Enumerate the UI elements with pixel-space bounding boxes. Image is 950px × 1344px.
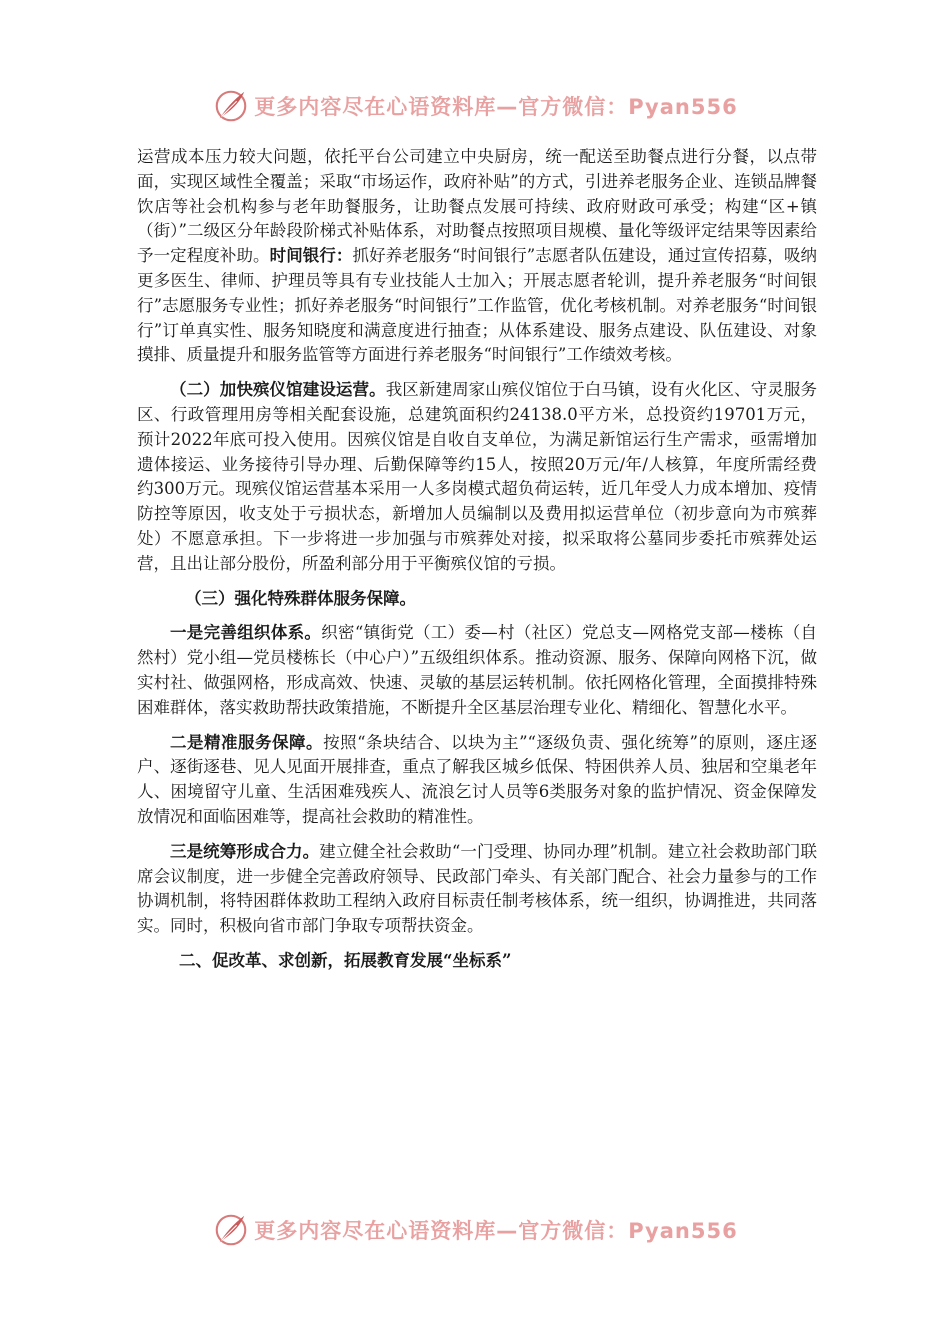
paragraph-organization-system [137, 621, 817, 720]
inline-heading-time-bank: 时间银行： [269, 246, 353, 266]
paragraph-text: 我区新建周家山殡仪馆位于白马镇，设有火化区、守灵服务区、行政管理用房等相关配套设施，总建筑面积约24138.0平方米，总投资约19701万元，预计2022年底可投入使用。因殡仪馆是自收自支单位，为满足新馆运行生产需求，亟需增加遗体接运、业务接待引导办理、后勤保障等约15人，按照20万元/年/人核算，年度所需经费约300万元。现殡仪馆运营基本采用一人多岗模式超负荷运转，近几年受人力成本增加、疫情防控等原因，收支处于亏损状态，新增加人员编制以及费用拟运营单位（初步意向为市殡葬处）不愿意承担。下一步将进一步加强与市殡葬处对接，拟采取将公墓同步委托市殡葬处运营，且出让部分股份，所盈利部分用于平衡殡仪馆的亏损。 [137, 380, 818, 573]
paragraph-funeral-home [137, 378, 817, 576]
quill-pen-circle-icon [212, 87, 250, 125]
paragraph-joint-force [137, 840, 817, 939]
point-heading-two: 二是精准服务保障。 [170, 732, 324, 752]
document-body [137, 145, 817, 974]
point-heading-three: 三是统筹形成合力。 [170, 841, 320, 861]
paragraph-text: 织密“镇街党（工）委—村（社区）党总支—网格党支部—楼栋（自然村）党小组—党员楼栋长（中心户）”五级组织体系。推动资源、服务、保障向网格下沉，做实村社、做强网格，形成高效、快速、灵敏的基层运转机制。依托网格化管理，全面摸排特殊困难群体，落实救助帮扶政策措施，不断提升全区基层治理专业化、精细化、智慧化水平。 [137, 623, 818, 717]
paragraph-text: 运营成本压力较大问题，依托平台公司建立中央厨房，统一配送至助餐点进行分餐，以点带面，实现区域性全覆盖；采取“市场运作，政府补贴”的方式，引进养老服务企业、连锁品牌餐饮店等社会机构参与老年助餐服务，让助餐点发展可持续、政府财政可承受；构建“区+镇（街）”二级区分年龄段阶梯式补贴体系，对助餐点按照项目规模、量化等级评定结果等因素给予一定程度补助。 [137, 147, 817, 266]
chapter-heading-education: 二、促改革、求创新，拓展教育发展“坐标系” [179, 950, 512, 970]
section-heading-special-groups: （三）强化特殊群体服务保障。 [185, 588, 416, 608]
watermark-text: 更多内容尽在心语资料库—官方微信：Pyan556 [254, 1219, 738, 1243]
watermark-text: 更多内容尽在心语资料库—官方微信：Pyan556 [254, 95, 738, 119]
watermark-footer [0, 1210, 950, 1250]
paragraph-precise-service [137, 731, 817, 830]
paragraph-text: 抓好养老服务“时间银行”志愿者队伍建设，通过宣传招募，吸纳更多医生、律师、护理员等具有专业技能人士加入；开展志愿者轮训，提升养老服务“时间银行”志愿服务专业性；抓好养老服务“时间银行”工作监管，优化考核机制。对养老服务“时间银行”订单真实性、服务知晓度和满意度进行抽查；从体系建设、服务点建设、队伍建设、对象摸排、质量提升和服务监管等方面进行养老服务“时间银行”工作绩效考核。 [137, 246, 818, 365]
section-heading-funeral-home: （二）加快殡仪馆建设运营。 [170, 380, 386, 400]
paragraph-text: 按照“条块结合、以块为主”“逐级负责、强化统筹”的原则，逐庄逐户、逐街逐巷、见人见面开展排查，重点了解我区城乡低保、特困供养人员、独居和空巢老年人、困境留守儿童、生活困难残疾人、流浪乞讨人员等6类服务对象的监护情况、资金保障发放情况和面临困难等，提高社会救助的精准性。 [137, 732, 817, 826]
paragraph-meal-service [137, 145, 817, 368]
paragraph-text: 建立健全社会救助“一门受理、协同办理”机制。建立社会救助部门联席会议制度，进一步健全完善政府领导、民政部门牵头、有关部门配合、社会力量参与的工作协调机制，将特困群体救助工程纳入政府目标责任制考核体系，统一组织，协调推进，共同落实。同时，积极向省市部门争取专项帮扶资金。 [137, 841, 818, 936]
point-heading-one: 一是完善组织体系。 [170, 623, 322, 643]
watermark-header [0, 86, 950, 126]
quill-pen-circle-icon [212, 1211, 250, 1249]
